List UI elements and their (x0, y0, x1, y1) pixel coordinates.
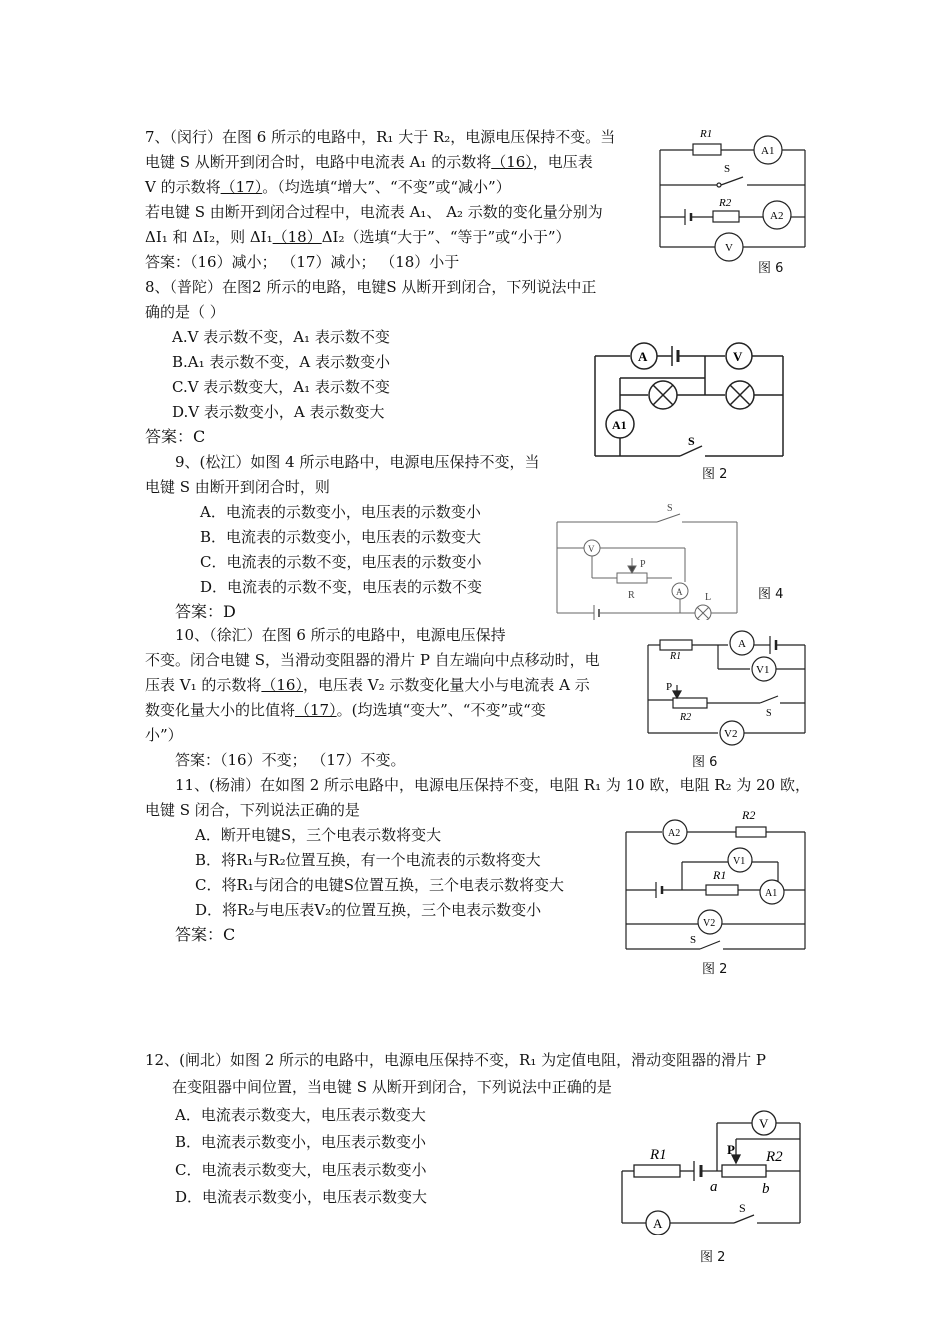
q11-label-a1: A1 (765, 888, 778, 899)
q7-label-r2: R2 (719, 197, 732, 209)
q12-label-r1: R1 (650, 1147, 667, 1163)
q7-label-a1: A1 (761, 145, 775, 157)
q8-option-b: B.A₁ 表示数不变，A 表示数变小 (172, 353, 391, 371)
q10-label-a: A (738, 638, 746, 650)
q7-text: 电键 S 从断开到闭合时，电路中电流表 A₁ 的示数将 (145, 153, 492, 171)
q11-label-s: S (690, 934, 697, 946)
q11-label-a2: A2 (668, 828, 681, 839)
q9-line-2: 电键 S 由断开到闭合时，则 (145, 478, 330, 496)
q8-option-a: A.V 表示数不变，A₁ 表示数不变 (172, 328, 390, 346)
q12-switch (734, 1215, 754, 1223)
q8-circuit-diagram (590, 338, 790, 463)
q12-option-c: C．电流表示数变大，电压表示数变小 (175, 1161, 427, 1179)
q10-line-3 (145, 675, 590, 695)
q11-figure-caption: 图 2 (702, 962, 728, 977)
q12-circuit-diagram (612, 1105, 812, 1235)
q8-label-v: V (733, 349, 743, 364)
q8-option-c: C.V 表示数变大，A₁ 表示数不变 (172, 378, 390, 396)
q7-label-r1: R1 (700, 128, 713, 140)
q12-option-a: A．电流表示数变大，电压表示数变大 (175, 1106, 426, 1124)
q9-label-a: A (676, 587, 683, 597)
q7-circuit-diagram (655, 122, 815, 272)
q12-line-2: 在变阻器中间位置，当电键 S 从断开到闭合，下列说法中正确的是 (172, 1078, 612, 1096)
q9-label-r: R (628, 590, 635, 601)
q11-label-r2: R2 (742, 808, 756, 822)
q10-label-v2: V2 (724, 728, 738, 740)
q10-answer: 答案：（16）不变； （17）不变。 (175, 751, 406, 769)
q7-text: ΔI₂（选填“大于”、“等于”或“小于”） (321, 228, 571, 246)
q10-line-2: 不变。闭合电键 S，当滑动变阻器的滑片 P 自左端向中点移动时，电 (145, 651, 600, 669)
q9-r-rheostat (617, 573, 647, 583)
q10-label-r1: R1 (670, 651, 682, 662)
q7-switch (721, 177, 743, 185)
q12-r2-rheostat (722, 1165, 766, 1177)
q10-text: ，电压表 V₂ 示数变化量大小与电流表 A 示 (302, 676, 590, 694)
q9-label-s: S (667, 503, 673, 514)
q11-label-v2: V2 (703, 918, 716, 929)
q9-line-1: 9、(松江）如图 4 所示电路中，电源电压保持不变，当 (175, 453, 540, 471)
q7-line-5 (145, 227, 571, 247)
q7-text: V 的示数将 (145, 178, 221, 196)
q12-label-p: P (727, 1142, 735, 1157)
q7-r1-resistor (693, 144, 721, 155)
q10-r1-resistor (660, 640, 692, 650)
q7-blank-17: （17） (220, 178, 263, 196)
q7-text: ，电压表 (532, 153, 593, 171)
q11-circuit-diagram (618, 802, 813, 952)
q12-line-1: 12、(闸北）如图 2 所示的电路中，电源电压保持不变，R₁ 为定值电阻，滑动变阻器的滑片 P (145, 1051, 766, 1069)
q11-option-b: B．将R₁与R₂位置互换，有一个电流表的示数将变大 (195, 851, 541, 869)
q8-label-a: A (638, 349, 648, 364)
q10-label-s: S (766, 708, 772, 719)
q12-label-r2: R2 (766, 1149, 783, 1165)
q7-label-v: V (725, 242, 733, 254)
q7-blank-16: （16） (491, 153, 533, 171)
q10-label-v1: V1 (756, 664, 770, 676)
q10-label-r2: R2 (680, 712, 692, 723)
q10-label-p: P (666, 681, 673, 693)
q12-label-a-end: a (710, 1179, 718, 1195)
q12-option-d: D．电流表示数变小，电压表示数变大 (175, 1188, 428, 1206)
q9-option-b: B．电流表的示数变小，电压表的示数变大 (200, 528, 482, 546)
q7-line-4: 若电键 S 由断开到闭合过程中，电流表 A₁、 A₂ 示数的变化量分别为 (145, 203, 603, 221)
q8-answer: 答案：C (145, 427, 206, 446)
q11-label-r1: R1 (713, 868, 727, 882)
q9-circuit-diagram (552, 500, 752, 620)
q9-label-p: P (640, 559, 646, 570)
q9-option-d: D．电流表的示数不变，电压表的示数不变 (200, 578, 483, 596)
q7-answer: 答案：（16）减小； （17）减小； （18）小于 (145, 253, 460, 271)
q7-line-3 (145, 177, 511, 197)
q9-figure-caption: 图 4 (758, 587, 784, 602)
q7-label-a2: A2 (770, 210, 784, 222)
q10-figure-caption: 图 6 (692, 755, 718, 770)
q9-switch (657, 514, 680, 522)
q11-line-1: 11、(杨浦）在如图 2 所示电路中，电源电压保持不变，电阻 R₁ 为 10 欧，电阻 R₂ 为 20 欧， (175, 776, 810, 794)
q11-answer: 答案：C (175, 925, 236, 944)
q9-option-a: A．电流表的示数变小，电压表的示数变小 (200, 503, 481, 521)
q8-label-a1: A1 (612, 418, 627, 432)
q12-r1-resistor (634, 1165, 680, 1177)
q10-line-5: 小”） (145, 726, 183, 744)
q7-text: ΔI₁ 和 ΔI₂，则 ΔI₁ (145, 228, 273, 246)
q7-line-2 (145, 152, 593, 172)
q8-figure-caption: 图 2 (702, 467, 728, 482)
q11-option-c: C．将R₁与闭合的电键S位置互换，三个电表示数将变大 (195, 876, 565, 894)
q12-label-s: S (739, 1201, 746, 1215)
q12-label-a: A (653, 1216, 663, 1231)
q12-label-v: V (759, 1116, 769, 1131)
q10-text: 数变化量大小的比值将 (145, 701, 296, 719)
q12-label-b-end: b (762, 1181, 770, 1197)
q8-option-d: D.V 表示数变小，A 表示数变大 (172, 403, 385, 421)
q11-option-a: A．断开电键S，三个电表示数将变大 (195, 826, 442, 844)
q11-switch (700, 941, 720, 949)
q11-line-2: 电键 S 闭合，下列说法正确的是 (145, 801, 360, 819)
q9-label-l: L (705, 592, 712, 603)
q7-blank-18: （18） (272, 228, 322, 246)
q9-answer: 答案：D (175, 602, 236, 621)
q11-r2-resistor (736, 827, 766, 837)
q10-r2-rheostat (673, 698, 707, 708)
q10-blank-17: （17） (295, 701, 337, 719)
q7-label-s: S (724, 163, 731, 175)
q8-label-s: S (688, 434, 695, 448)
q9-option-c: C．电流表的示数不变，电压表的示数变小 (200, 553, 482, 571)
q10-text: 压表 V₁ 的示数将 (145, 676, 262, 694)
q11-r1-resistor (706, 885, 738, 895)
q8-line-2: 确的是（ ） (145, 303, 225, 321)
q11-label-v1: V1 (733, 856, 746, 867)
q10-line-1: 10、（徐汇）在图 6 所示的电路中，电源电压保持 (175, 626, 506, 644)
q10-blank-16: （16） (261, 676, 303, 694)
q7-r2-resistor (713, 211, 739, 222)
q12-option-b: B．电流表示数变小，电压表示数变小 (175, 1133, 427, 1151)
q11-option-d: D．将R₂与电压表V₂的位置互换，三个电表示数变小 (195, 901, 542, 919)
q7-text: 。（均选填“增大”、“不变”或“减小”） (262, 178, 511, 196)
q10-text: 。(均选填“变大”、“不变”或“变 (336, 701, 546, 719)
q10-switch (760, 696, 778, 703)
q10-circuit-diagram (640, 628, 815, 746)
q7-line-1: 7、（闵行）在图 6 所示的电路中，R₁ 大于 R₂，电源电压保持不变。当 (145, 128, 616, 146)
q8-line-1: 8、（普陀）在图2 所示的电路，电键S 从断开到闭合，下列说法中正 (145, 278, 597, 296)
q10-line-4 (145, 700, 546, 720)
q7-figure-caption: 图 6 (758, 261, 784, 276)
q12-figure-caption: 图 2 (700, 1250, 726, 1265)
q9-label-v: V (588, 544, 595, 554)
